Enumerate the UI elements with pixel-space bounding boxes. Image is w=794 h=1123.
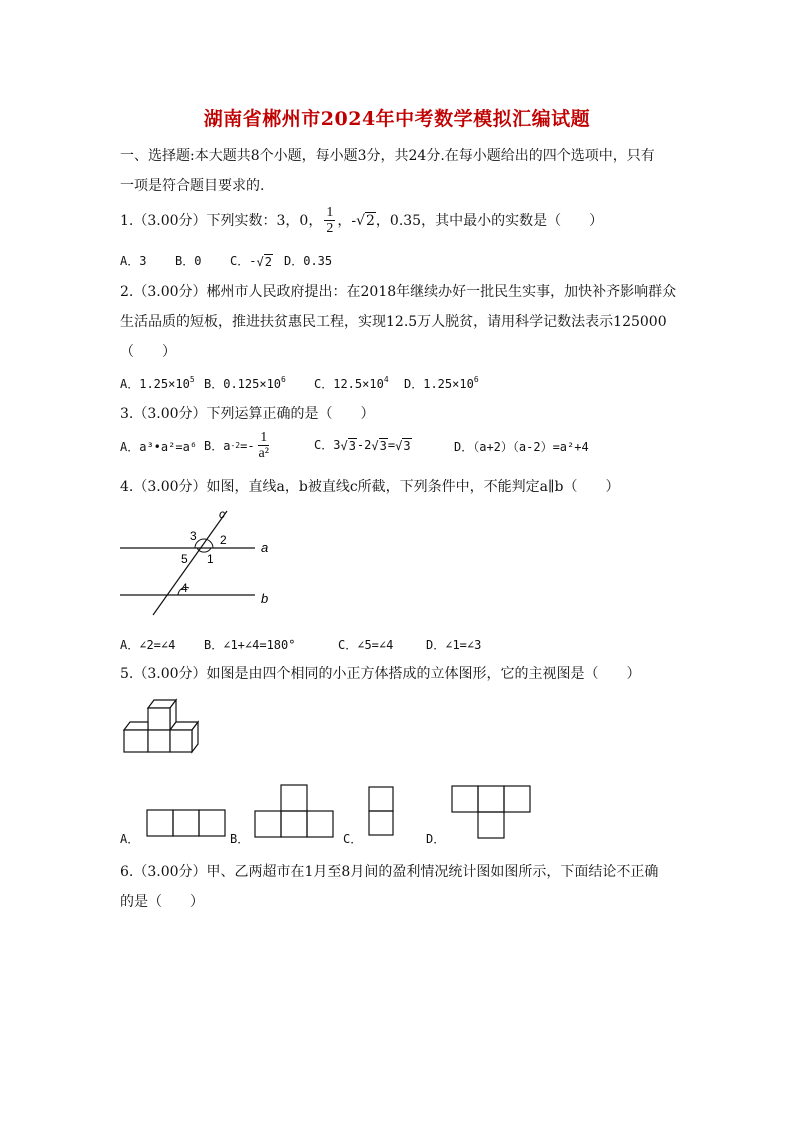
q3-option-c-sqrt-1: √3 bbox=[340, 438, 356, 453]
bottom-cube-3 bbox=[170, 730, 192, 752]
q5-option-b-label: B． bbox=[230, 832, 250, 846]
angle-label-1: 1 bbox=[207, 552, 214, 566]
q3-option-c-sqrt-2: √3 bbox=[371, 438, 387, 453]
a-square-3 bbox=[199, 810, 225, 836]
q2-option-c-exp: 4 bbox=[383, 375, 389, 384]
q1-option-c bbox=[230, 252, 273, 269]
b-square-1 bbox=[255, 811, 281, 837]
top-cube-front bbox=[148, 708, 170, 730]
d-square-bottom bbox=[478, 812, 504, 838]
d-square-1 bbox=[452, 786, 478, 812]
d-square-2 bbox=[478, 786, 504, 812]
q3-option-b-prefix: B．a bbox=[204, 439, 231, 453]
a-square-2 bbox=[173, 810, 199, 836]
q6-line-2: 的是（ ） bbox=[120, 894, 204, 910]
q3-option-c-rad-2: 3 bbox=[379, 438, 387, 453]
b-square-2 bbox=[281, 811, 307, 837]
label-a: a bbox=[261, 540, 269, 555]
q1-neg: - bbox=[351, 212, 357, 229]
q5-option-a-label: A． bbox=[120, 832, 140, 846]
q1-option-a: A．3 bbox=[120, 254, 147, 268]
q1-sep: ， bbox=[337, 212, 352, 229]
q1-option-c-prefix: C． bbox=[230, 254, 250, 268]
q2-option-d bbox=[404, 375, 479, 392]
q2-line-2: 生活品质的短板，推进扶贫惠民工程，实现12.5万人脱贫，请用科学记数法表示125000 bbox=[120, 314, 667, 330]
label-c: c bbox=[219, 507, 225, 521]
q3-option-c-prefix: C．3 bbox=[314, 438, 341, 452]
angle-label-4: 4 bbox=[181, 581, 188, 595]
b-square-3 bbox=[307, 811, 333, 837]
q3-option-c-sqrt-3: √3 bbox=[395, 438, 411, 453]
q5-option-b-figure bbox=[254, 784, 336, 838]
q1-frac-num: 1 bbox=[326, 205, 334, 220]
q2-option-a-exp: 5 bbox=[189, 375, 195, 384]
q1-frac-den: 2 bbox=[326, 221, 334, 236]
bottom-left-top bbox=[124, 722, 148, 730]
q2-line-3: （ ） bbox=[120, 344, 176, 360]
q3-option-b-den: a² bbox=[258, 446, 269, 461]
q1-option-c-sqrt: √2 bbox=[256, 254, 272, 269]
q3-option-c-rad-3: 3 bbox=[403, 438, 411, 453]
q1-fraction bbox=[324, 205, 335, 236]
q5-option-c-figure bbox=[367, 786, 397, 838]
q1-suffix: ，0.35，其中最小的实数是（ ） bbox=[375, 212, 604, 229]
b-square-top bbox=[281, 785, 307, 811]
q4-option-d: D．∠1=∠3 bbox=[426, 638, 482, 652]
q1-option-b: B．0 bbox=[175, 254, 202, 268]
q1-option-d: D．0.35 bbox=[284, 254, 333, 268]
cube-stack bbox=[124, 700, 198, 752]
line-c bbox=[153, 511, 227, 615]
q6-line-1: 6.（3.00分）甲、乙两超市在1月至8月间的盈利情况统计图如图所示，下面结论不正确 bbox=[120, 864, 659, 880]
q3-option-b bbox=[204, 430, 273, 461]
q2-option-b-base: B．0.125×10 bbox=[204, 377, 282, 391]
a-square-1 bbox=[147, 810, 173, 836]
intro-line-2: 一项是符合题目要求的. bbox=[120, 178, 265, 194]
q5-option-d-label: D． bbox=[426, 832, 446, 846]
q5-option-d-figure bbox=[451, 784, 533, 840]
q2-option-c-base: C．12.5×10 bbox=[314, 377, 384, 391]
q3-option-b-exp: -2 bbox=[230, 441, 241, 450]
q3-option-c-mid: -2 bbox=[356, 438, 372, 452]
q2-option-b-exp: 6 bbox=[281, 375, 286, 384]
q5-solid-figure bbox=[118, 694, 210, 760]
q4-figure bbox=[115, 505, 285, 620]
q4-stem: 4.（3.00分）如图，直线a，b被直线c所截，下列条件中，不能判定a∥b（ ） bbox=[120, 479, 620, 495]
q4-option-c: C．∠5=∠4 bbox=[338, 638, 394, 652]
bottom-cube-1 bbox=[124, 730, 148, 752]
q1-rad: 2 bbox=[366, 212, 375, 229]
c-square-bottom bbox=[369, 811, 393, 835]
q4-option-a: A．∠2=∠4 bbox=[120, 638, 176, 652]
q1-prefix: 1.（3.00分）下列实数：3，0， bbox=[120, 212, 323, 229]
q2-line-1: 2.（3.00分）郴州市人民政府提出：在2018年继续办好一批民生实事，加快补齐影响群众 bbox=[120, 284, 677, 300]
q3-option-c bbox=[314, 436, 412, 453]
q2-option-a-base: A．1.25×10 bbox=[120, 377, 190, 391]
q3-option-a: A．a³•a²=a⁶ bbox=[120, 440, 198, 454]
q3-stem: 3.（3.00分）下列运算正确的是（ ） bbox=[120, 406, 375, 422]
q4-option-b: B．∠1+∠4=180° bbox=[204, 638, 296, 652]
angle-label-2: 2 bbox=[220, 533, 227, 547]
angle-label-3: 3 bbox=[190, 529, 197, 543]
q2-option-d-exp: 6 bbox=[473, 375, 479, 384]
q2-option-d-base: D．1.25×10 bbox=[404, 377, 474, 391]
q2-option-a bbox=[120, 375, 195, 392]
q5-option-c-label: C． bbox=[343, 832, 363, 846]
q2-option-b bbox=[204, 375, 286, 392]
q3-option-b-fraction bbox=[257, 430, 271, 461]
q3-option-c-rad-1: 3 bbox=[348, 438, 356, 453]
page-title: 湖南省郴州市2024年中考数学模拟汇编试题 bbox=[203, 108, 591, 130]
label-b: b bbox=[261, 591, 269, 606]
q1-option-c-rad: 2 bbox=[264, 254, 272, 269]
angle-label-5: 5 bbox=[181, 552, 188, 566]
intro-line-1: 一、选择题:本大题共8个小题，每小题3分，共24分.在每小题给出的四个选项中，只有 bbox=[120, 148, 655, 164]
q5-option-a-figure bbox=[146, 808, 228, 838]
c-square-top bbox=[369, 787, 393, 811]
q3-option-b-num: 1 bbox=[260, 430, 268, 445]
q3-option-d: D．（a+2）（a-2）=a²+4 bbox=[454, 440, 589, 454]
q5-stem: 5.（3.00分）如图是由四个相同的小正方体搭成的立体图形，它的主视图是（ ） bbox=[120, 666, 641, 682]
question-1-stem bbox=[120, 205, 603, 236]
bottom-cube-2 bbox=[148, 730, 170, 752]
q1-option-c-neg: - bbox=[249, 254, 257, 268]
q2-option-c bbox=[314, 375, 389, 392]
q1-sqrt: √2 bbox=[356, 212, 375, 229]
q3-option-c-eq: = bbox=[387, 438, 396, 452]
d-square-3 bbox=[504, 786, 530, 812]
q3-option-b-mid: =- bbox=[240, 438, 255, 453]
